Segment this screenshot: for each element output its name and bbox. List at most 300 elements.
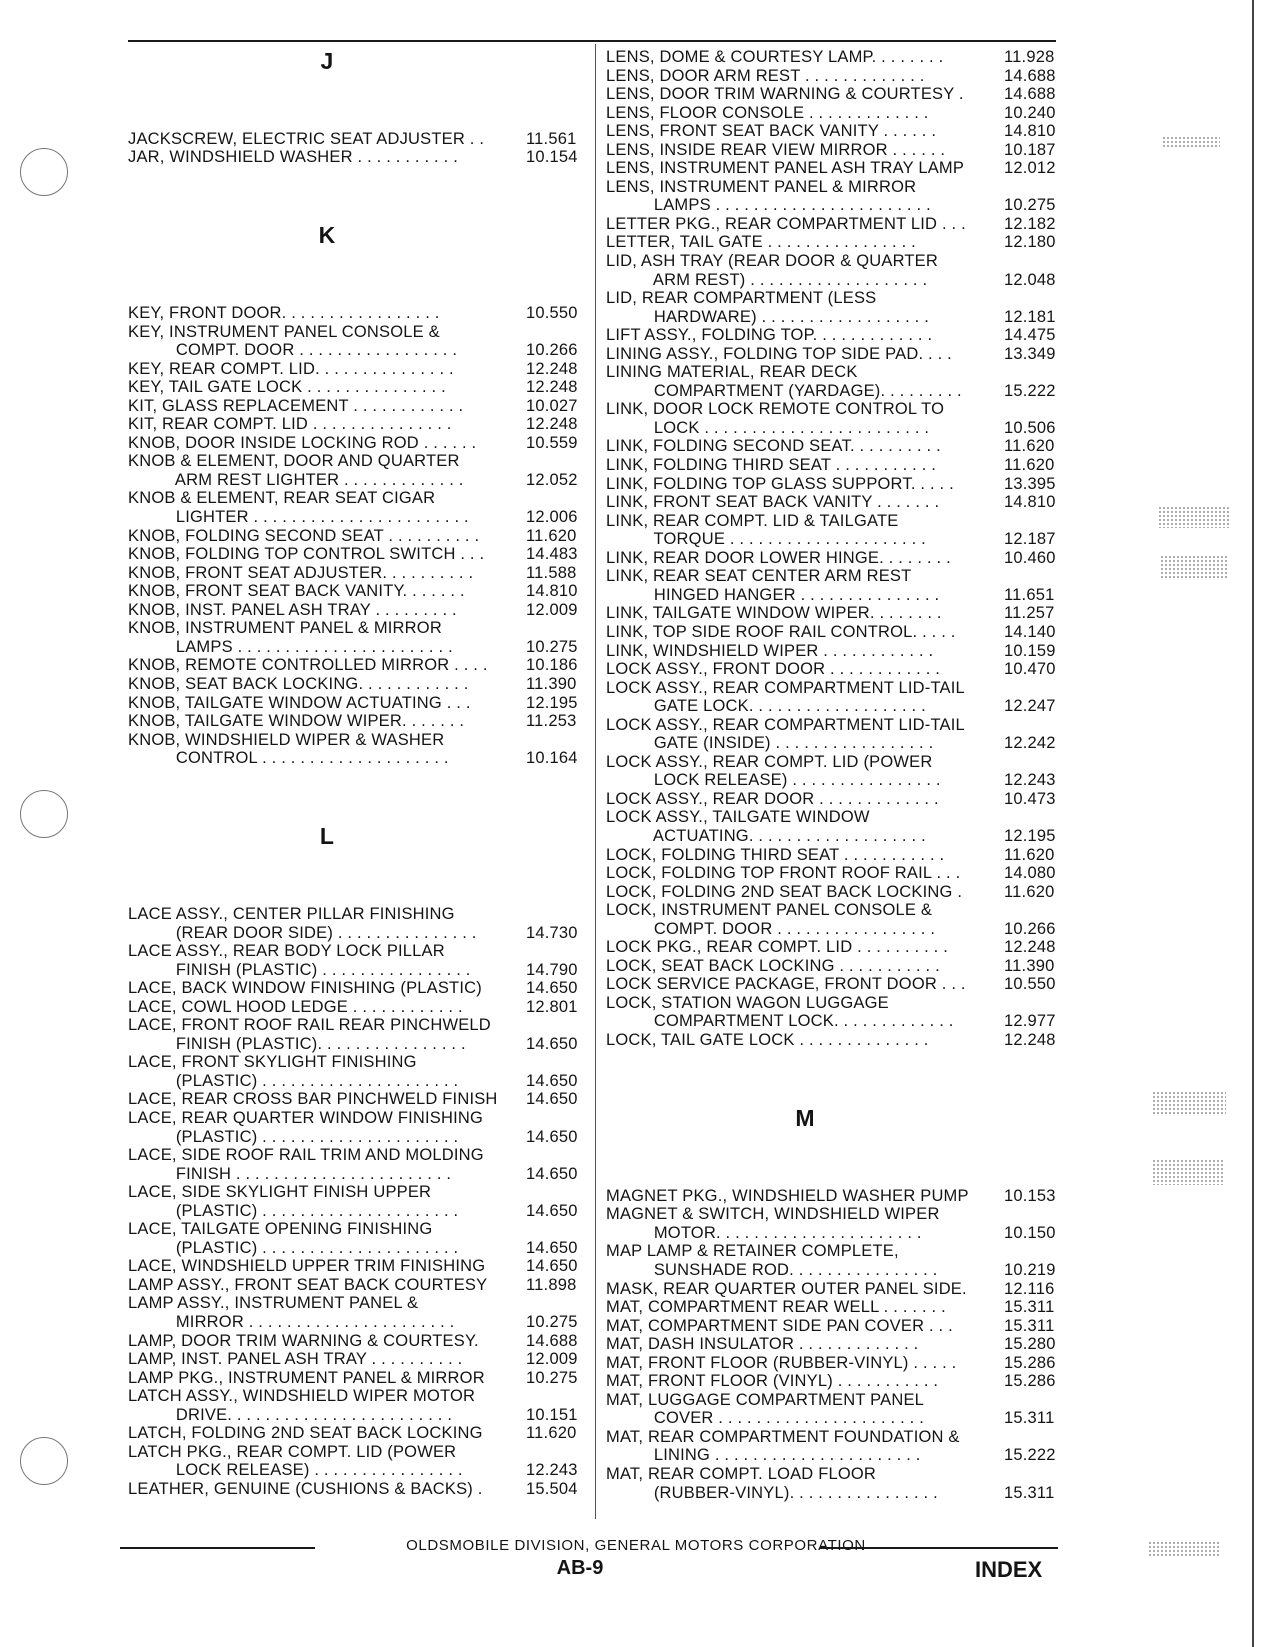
entry-line: LIGHTER . . . . . . . . . . . . . . . . . . . . . . . (128, 508, 469, 527)
entry-description (128, 979, 518, 998)
entry-page-ref: 11.257 (1004, 604, 1055, 623)
entry-line: KNOB, FRONT SEAT ADJUSTER. . . . . . . . . . (128, 563, 474, 582)
index-entry (606, 1187, 1066, 1206)
index-entry (606, 122, 1066, 141)
entry-page-ref: 15.311 (1004, 1316, 1055, 1335)
entry-line: COMPT. DOOR . . . . . . . . . . . . . . . . . (606, 919, 936, 938)
index-entry (128, 656, 588, 675)
entry-page-ref: 14.650 (526, 1071, 578, 1090)
index-entry (606, 493, 1066, 512)
index-entry (128, 527, 588, 546)
entry-line: LOCK, FOLDING TOP FRONT ROOF RAIL . . . (606, 864, 961, 883)
entry-description (606, 437, 996, 456)
entry-page-ref: 14.080 (1004, 864, 1056, 883)
entry-line: LACE ASSY., CENTER PILLAR FINISHING (128, 904, 455, 923)
index-entry (128, 619, 588, 656)
entry-line: LOCK ASSY., REAR COMPT. LID (POWER (606, 752, 933, 771)
entry-line: (PLASTIC) . . . . . . . . . . . . . . . . . . . . . (128, 1201, 459, 1220)
index-entry (606, 1280, 1066, 1299)
entry-page-ref: 15.286 (1004, 1372, 1056, 1391)
entry-line: MASK, REAR QUARTER OUTER PANEL SIDE. (606, 1279, 967, 1298)
entry-description (128, 148, 518, 167)
index-entry (606, 1372, 1066, 1391)
entry-line: LACE, COWL HOOD LEDGE . . . . . . . . . . . . (128, 997, 463, 1016)
entry-line: TORQUE . . . . . . . . . . . . . . . . . . . . . (606, 530, 926, 549)
entry-page-ref: 10.151 (526, 1405, 578, 1424)
entry-description (606, 1465, 996, 1502)
index-entry (606, 1205, 1066, 1242)
entry-description (606, 716, 996, 753)
entry-line: LENS, FRONT SEAT BACK VANITY . . . . . . (606, 122, 937, 141)
index-entry (606, 178, 1066, 215)
page-number: AB-9 (556, 1557, 604, 1579)
entry-line: KEY, INSTRUMENT PANEL CONSOLE & (128, 322, 440, 341)
entry-line: FINISH (PLASTIC) . . . . . . . . . . . . . . . . (128, 960, 471, 979)
entry-page-ref: 10.473 (1004, 789, 1056, 808)
entry-page-ref: 15.222 (1004, 381, 1056, 400)
entry-line: LENS, DOOR TRIM WARNING & COURTESY . (606, 85, 964, 104)
section-spacer (606, 1131, 1066, 1187)
entry-line: LACE, SIDE SKYLIGHT FINISH UPPER (128, 1183, 432, 1202)
entry-description (606, 345, 996, 364)
entry-page-ref: 11.620 (526, 526, 577, 545)
entry-page-ref: 12.009 (526, 600, 578, 619)
entry-description (606, 808, 996, 845)
entry-description (128, 1480, 518, 1499)
index-entry (128, 1016, 588, 1053)
index-entry (606, 864, 1066, 883)
entry-line: LOCK PKG., REAR COMPT. LID . . . . . . . . . . (606, 938, 949, 957)
entry-page-ref: 12.248 (1004, 1030, 1056, 1049)
entry-line: ACTUATING. . . . . . . . . . . . . . . . . . . (606, 826, 926, 845)
index-entry (606, 567, 1066, 604)
index-entry (606, 67, 1066, 86)
entry-description (606, 493, 996, 512)
entry-description (128, 998, 518, 1017)
entry-line: JACKSCREW, ELECTRIC SEAT ADJUSTER . . (128, 129, 485, 148)
entry-page-ref: 10.506 (1004, 418, 1056, 437)
entry-page-ref: 11.620 (1004, 437, 1055, 456)
entry-line: MAT, REAR COMPT. LOAD FLOOR (606, 1465, 877, 1484)
index-entry (606, 642, 1066, 661)
entry-line: LINK, DOOR LOCK REMOTE CONTROL TO (606, 400, 945, 419)
entry-description (128, 545, 518, 564)
index-entry (128, 1276, 588, 1295)
index-entry (128, 130, 588, 149)
scan-artifact (1152, 1159, 1224, 1185)
index-entry (128, 1053, 588, 1090)
entry-line: KIT, GLASS REPLACEMENT . . . . . . . . . . . . (128, 396, 464, 415)
entry-line: LOCK RELEASE) . . . . . . . . . . . . . . . . (128, 1461, 463, 1480)
entry-description (606, 1335, 996, 1354)
index-entry (606, 846, 1066, 865)
entry-page-ref: 14.650 (526, 1034, 578, 1053)
entry-line: LINING . . . . . . . . . . . . . . . . . . . . . . (606, 1446, 921, 1465)
entry-line: LOCK ASSY., REAR COMPARTMENT LID-TAIL (606, 715, 965, 734)
letter-heading: M (795, 1105, 815, 1132)
section-label: INDEX (975, 1557, 1043, 1582)
index-entry (606, 400, 1066, 437)
entry-page-ref: 11.620 (1004, 882, 1055, 901)
entry-line: KNOB, FOLDING TOP CONTROL SWITCH . . . (128, 545, 485, 564)
entry-page-ref: 10.559 (526, 433, 578, 452)
entry-line: GATE (INSIDE) . . . . . . . . . . . . . . . . . (606, 734, 934, 753)
entry-line: MOTOR. . . . . . . . . . . . . . . . . . . . . . (606, 1223, 922, 1242)
entry-description (128, 675, 518, 694)
entry-page-ref: 12.012 (1004, 159, 1056, 178)
entry-page-ref: 13.395 (1004, 474, 1056, 493)
entry-line: COMPARTMENT LOCK. . . . . . . . . . . . . (606, 1012, 954, 1031)
left-index-column (128, 48, 588, 1498)
index-entry (128, 998, 588, 1017)
section-spacer (128, 167, 588, 223)
index-entry (606, 901, 1066, 938)
index-entry (606, 456, 1066, 475)
column-divider (595, 44, 596, 1519)
entry-page-ref: 14.688 (526, 1331, 578, 1350)
entry-page-ref: 11.651 (1004, 585, 1055, 604)
section-spacer (128, 74, 588, 130)
entry-description (128, 1109, 518, 1146)
entry-line: LOCK SERVICE PACKAGE, FRONT DOOR . . . (606, 975, 966, 994)
entry-page-ref: 10.150 (1004, 1223, 1056, 1242)
entry-description (606, 67, 996, 86)
index-entry (606, 252, 1066, 289)
entry-page-ref: 13.349 (1004, 344, 1056, 363)
entry-description (606, 456, 996, 475)
index-entry (606, 604, 1066, 623)
entry-line: MAT, FRONT FLOOR (VINYL) . . . . . . . . . . . (606, 1372, 939, 1391)
entry-description (128, 1053, 518, 1090)
section-spacer (606, 1050, 1066, 1106)
entry-description (606, 400, 996, 437)
entry-description (606, 994, 996, 1031)
entry-page-ref: 14.790 (526, 960, 578, 979)
entry-description (606, 159, 996, 178)
index-entry (128, 564, 588, 583)
entry-description (128, 1350, 518, 1369)
entry-page-ref: 10.550 (526, 304, 578, 323)
entry-description (128, 1332, 518, 1351)
entry-page-ref: 14.688 (1004, 85, 1056, 104)
index-entry (606, 790, 1066, 809)
entry-page-ref: 11.928 (1004, 48, 1055, 66)
section-spacer (128, 248, 588, 304)
entry-description (128, 656, 518, 675)
entry-line: MAP LAMP & RETAINER COMPLETE, (606, 1242, 899, 1261)
entry-page-ref: 10.187 (1004, 140, 1056, 159)
entry-line: MAT, REAR COMPARTMENT FOUNDATION & (606, 1427, 960, 1446)
entry-description (606, 642, 996, 661)
entry-line: KNOB, INST. PANEL ASH TRAY . . . . . . . . . (128, 600, 457, 619)
entry-line: LACE, SIDE ROOF RAIL TRIM AND MOLDING (128, 1146, 484, 1165)
entry-page-ref: 14.650 (526, 1238, 578, 1257)
index-entry (606, 326, 1066, 345)
index-entry (128, 434, 588, 453)
entry-description (128, 452, 518, 489)
index-entry (128, 1369, 588, 1388)
entry-page-ref: 14.140 (1004, 622, 1056, 641)
entry-line: MAT, LUGGAGE COMPARTMENT PANEL (606, 1390, 925, 1409)
entry-description (128, 1146, 518, 1183)
entry-description (128, 304, 518, 323)
entry-description (128, 1387, 518, 1424)
entry-line: LOCK ASSY., REAR DOOR . . . . . . . . . . . . . (606, 789, 939, 808)
index-entry (606, 104, 1066, 123)
entry-line: KNOB, TAILGATE WINDOW ACTUATING . . . (128, 693, 471, 712)
entry-page-ref: 12.195 (526, 693, 578, 712)
entry-line: LOCK, FOLDING 2ND SEAT BACK LOCKING . (606, 882, 963, 901)
entry-line: LINK, REAR DOOR LOWER HINGE. . . . . . . . (606, 548, 951, 567)
entry-line: LAMP, DOOR TRIM WARNING & COURTESY. (128, 1331, 479, 1350)
entry-line: LACE, BACK WINDOW FINISHING (PLASTIC) (128, 979, 482, 998)
entry-page-ref: 15.280 (1004, 1335, 1056, 1354)
index-entry (128, 1146, 588, 1183)
index-entry (606, 1298, 1066, 1317)
entry-line: MAGNET & SWITCH, WINDSHIELD WIPER (606, 1205, 940, 1224)
entry-page-ref: 12.248 (526, 415, 578, 434)
index-entry (128, 712, 588, 731)
entry-description (128, 1016, 518, 1053)
entry-line: LINK, TOP SIDE ROOF RAIL CONTROL. . . . . (606, 622, 956, 641)
binder-hole (20, 790, 68, 838)
entry-line: LAMP, INST. PANEL ASH TRAY . . . . . . . . . . (128, 1350, 463, 1369)
entry-line: FINISH (PLASTIC). . . . . . . . . . . . . . . . (128, 1034, 466, 1053)
entry-line: (PLASTIC) . . . . . . . . . . . . . . . . . . . . . (128, 1127, 459, 1146)
entry-description (128, 942, 518, 979)
index-entry (128, 415, 588, 434)
index-entry (606, 215, 1066, 234)
entry-description (606, 1391, 996, 1428)
index-entry (128, 378, 588, 397)
entry-description (606, 85, 996, 104)
entry-line: MAT, COMPARTMENT REAR WELL . . . . . . . (606, 1298, 946, 1317)
entry-description (128, 564, 518, 583)
entry-line: (REAR DOOR SIDE) . . . . . . . . . . . . . . . (128, 923, 477, 942)
index-entry (128, 1480, 588, 1499)
index-entry (128, 1220, 588, 1257)
scan-artifact (1162, 136, 1220, 148)
entry-line: LAMP ASSY., FRONT SEAT BACK COURTESY (128, 1275, 488, 1294)
index-entry (606, 938, 1066, 957)
entry-description (606, 1298, 996, 1317)
entry-line: MIRROR . . . . . . . . . . . . . . . . . . . . . . (128, 1313, 455, 1331)
entry-description (606, 549, 996, 568)
entry-line: KNOB, REMOTE CONTROLLED MIRROR . . . . (128, 656, 488, 675)
index-entry (606, 808, 1066, 845)
index-entry (606, 233, 1066, 252)
entry-page-ref: 14.650 (526, 1257, 578, 1276)
binder-hole (20, 1437, 68, 1485)
entry-description (606, 141, 996, 160)
entry-page-ref: 15.286 (1004, 1353, 1056, 1372)
entry-page-ref: 14.688 (1004, 66, 1056, 85)
entry-page-ref: 10.550 (1004, 975, 1056, 994)
entry-line: MAT, FRONT FLOOR (RUBBER-VINYL) . . . . . (606, 1353, 957, 1372)
entry-page-ref: 15.311 (1004, 1409, 1055, 1428)
entry-line: KNOB & ELEMENT, REAR SEAT CIGAR (128, 489, 436, 508)
letter-heading: J (320, 48, 334, 74)
entry-page-ref: 15.311 (1004, 1298, 1055, 1317)
entry-line: LAMPS . . . . . . . . . . . . . . . . . . . . . . . (128, 637, 453, 656)
entry-line: LOCK, TAIL GATE LOCK . . . . . . . . . . . . . . (606, 1030, 929, 1049)
entry-line: MAT, DASH INSULATOR . . . . . . . . . . . . . (606, 1335, 919, 1354)
entry-line: LACE, TAILGATE OPENING FINISHING (128, 1220, 433, 1239)
entry-description (606, 901, 996, 938)
entry-page-ref: 12.248 (526, 378, 578, 397)
entry-line: LENS, DOOR ARM REST . . . . . . . . . . . . . (606, 66, 925, 85)
entry-description (606, 1428, 996, 1465)
index-entry (128, 1443, 588, 1480)
entry-page-ref: 15.504 (526, 1479, 578, 1498)
entry-line: LACE, REAR CROSS BAR PINCHWELD FINISH (128, 1090, 498, 1109)
entry-page-ref: 14.810 (1004, 122, 1056, 141)
entry-page-ref: 12.247 (1004, 697, 1056, 716)
entry-description (128, 415, 518, 434)
entry-line: LOCK ASSY., TAILGATE WINDOW (606, 808, 870, 827)
index-entry (606, 679, 1066, 716)
entry-page-ref: 10.164 (526, 749, 578, 768)
entry-line: LINK, REAR COMPT. LID & TAILGATE (606, 511, 899, 530)
entry-page-ref: 12.180 (1004, 233, 1056, 252)
entry-page-ref: 12.181 (1004, 307, 1056, 326)
entry-line: LOCK, INSTRUMENT PANEL CONSOLE & (606, 901, 933, 920)
entry-page-ref: 10.275 (526, 1313, 578, 1331)
entry-description (606, 1031, 996, 1050)
index-entry (128, 1350, 588, 1369)
entry-line: LEATHER, GENUINE (CUSHIONS & BACKS) . (128, 1479, 483, 1498)
entry-line: ARM REST) . . . . . . . . . . . . . . . . . . . (606, 270, 928, 289)
entry-page-ref: 11.620 (1004, 456, 1055, 475)
index-entry (606, 48, 1066, 67)
entry-description (606, 233, 996, 252)
entry-line: KEY, FRONT DOOR. . . . . . . . . . . . . . . . . (128, 304, 440, 323)
entry-line: LACE ASSY., REAR BODY LOCK PILLAR (128, 942, 445, 961)
entry-description (128, 694, 518, 713)
index-entry (606, 975, 1066, 994)
entry-description (606, 567, 996, 604)
entry-description (128, 731, 518, 768)
entry-line: DRIVE. . . . . . . . . . . . . . . . . . . . . . . . (128, 1405, 453, 1424)
entry-line: KNOB, FOLDING SECOND SEAT . . . . . . . . . . (128, 526, 480, 545)
entry-page-ref: 14.650 (526, 1164, 578, 1183)
index-entry (128, 1294, 588, 1331)
entry-line: LETTER PKG., REAR COMPARTMENT LID . . . (606, 214, 966, 233)
index-entry (606, 994, 1066, 1031)
entry-page-ref: 10.470 (1004, 660, 1056, 679)
entry-line: KNOB & ELEMENT, DOOR AND QUARTER (128, 452, 460, 471)
index-entry (606, 85, 1066, 104)
index-entry (606, 753, 1066, 790)
entry-description (128, 323, 518, 360)
entry-description (128, 712, 518, 731)
entry-page-ref: 10.275 (526, 637, 578, 656)
index-entry (128, 304, 588, 323)
entry-line: COVER . . . . . . . . . . . . . . . . . . . . . . (606, 1409, 925, 1428)
scan-artifact (1152, 1091, 1226, 1115)
entry-line: (PLASTIC) . . . . . . . . . . . . . . . . . . . . . (128, 1071, 459, 1090)
entry-page-ref: 12.242 (1004, 734, 1056, 753)
entry-page-ref: 12.801 (526, 997, 578, 1016)
index-entry (128, 1424, 588, 1443)
entry-description (606, 1372, 996, 1391)
index-entry (128, 1257, 588, 1276)
entry-description (128, 489, 518, 526)
entry-line: KNOB, WINDSHIELD WIPER & WASHER (128, 730, 445, 749)
entry-line: LINK, FOLDING THIRD SEAT . . . . . . . . . . . (606, 456, 937, 475)
index-entry (606, 1317, 1066, 1336)
entry-page-ref: 12.187 (1004, 530, 1056, 549)
entry-page-ref: 11.253 (526, 712, 577, 731)
entry-line: LENS, INSIDE REAR VIEW MIRROR . . . . . . (606, 140, 946, 159)
entry-description (128, 360, 518, 379)
entry-description (606, 289, 996, 326)
entry-description (606, 326, 996, 345)
section-spacer (128, 768, 588, 824)
index-entry (128, 601, 588, 620)
entry-page-ref: 14.475 (1004, 326, 1056, 345)
right-index-column (606, 48, 1066, 1502)
index-entry (128, 694, 588, 713)
entry-page-ref: 15.222 (1004, 1446, 1056, 1465)
entry-description (606, 1354, 996, 1373)
entry-description (606, 512, 996, 549)
index-entry (128, 942, 588, 979)
index-entry (606, 716, 1066, 753)
index-entry (606, 957, 1066, 976)
entry-page-ref: 12.052 (526, 470, 578, 489)
entry-page-ref: 10.275 (1004, 196, 1056, 215)
entry-description (606, 104, 996, 123)
entry-line: LENS, FLOOR CONSOLE . . . . . . . . . . . . . (606, 103, 929, 122)
index-entry (128, 323, 588, 360)
entry-description (606, 957, 996, 976)
letter-heading: L (319, 823, 335, 850)
entry-page-ref: 14.650 (526, 1201, 578, 1220)
index-entry (128, 489, 588, 526)
entry-description (128, 1257, 518, 1276)
scan-artifact (1160, 555, 1228, 579)
entry-description (606, 1187, 996, 1206)
index-entry (606, 141, 1066, 160)
entry-page-ref: 14.810 (526, 582, 578, 601)
section-spacer (128, 849, 588, 905)
entry-line: COMPARTMENT (YARDAGE). . . . . . . . . (606, 381, 962, 400)
entry-line: LINING MATERIAL, REAR DECK (606, 363, 858, 382)
entry-page-ref: 12.977 (1004, 1012, 1056, 1031)
index-entry (128, 397, 588, 416)
index-entry (606, 159, 1066, 178)
entry-page-ref: 10.153 (1004, 1186, 1056, 1205)
entry-line: LINK, TAILGATE WINDOW WIPER. . . . . . . . (606, 604, 942, 623)
entry-line: LOCK, FOLDING THIRD SEAT . . . . . . . . . . . (606, 845, 945, 864)
index-entry (606, 363, 1066, 400)
entry-line: KNOB, TAILGATE WINDOW WIPER. . . . . . . (128, 712, 465, 731)
entry-description (606, 252, 996, 289)
entry-page-ref: 11.588 (526, 563, 577, 582)
entry-page-ref: 12.248 (1004, 938, 1056, 957)
scan-artifact (1148, 1541, 1220, 1557)
index-entry (606, 512, 1066, 549)
entry-line: KNOB, DOOR INSIDE LOCKING ROD . . . . . . (128, 433, 477, 452)
entry-line: LACE, FRONT ROOF RAIL REAR PINCHWELD (128, 1016, 491, 1035)
entry-description (606, 864, 996, 883)
entry-description (606, 1205, 996, 1242)
index-entry (606, 660, 1066, 679)
index-entry (128, 1090, 588, 1109)
entry-line: (RUBBER-VINYL). . . . . . . . . . . . . . . . (606, 1483, 938, 1502)
entry-description (128, 619, 518, 656)
